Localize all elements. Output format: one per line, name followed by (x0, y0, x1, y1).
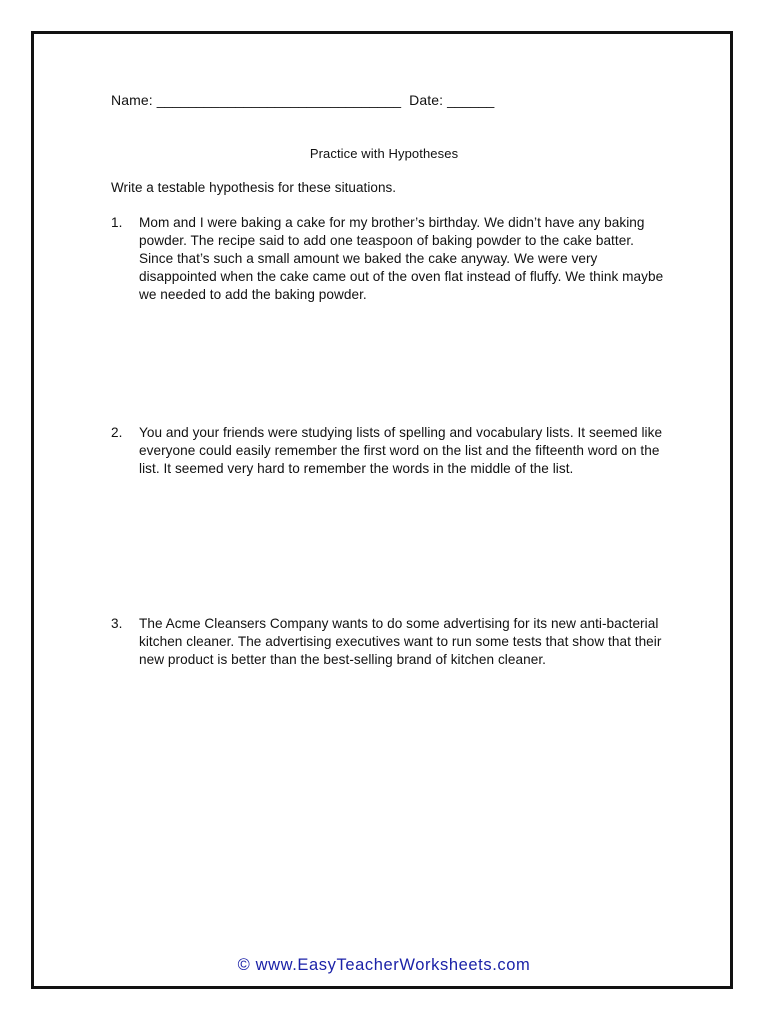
question-number: 1. (111, 215, 123, 230)
page-border (31, 31, 733, 989)
footer-link[interactable]: © www.EasyTeacherWorksheets.com (237, 956, 531, 974)
question-text: You and your friends were studying lists of spelling and vocabulary lists. It seemed like everyone could easily remember the first word on the list and the fifteenth word on the list. It seemed very hard to remember the words in the middle of the list. (139, 425, 663, 476)
question-number: 3. (111, 616, 123, 631)
question-text: Mom and I were baking a cake for my brother’s birthday. We didn’t have any baking powder. The recipe said to add one teaspoon of baking powder to the cake batter. Since that’s such a small amount we baked the cake anyway. We were very disappointed when the cake came out of the oven flat instead of fluffy. We think maybe we needed to add the baking powder. (139, 215, 664, 302)
name-date-line: Name: _______________________________ Date: ______ (111, 92, 495, 108)
question-number: 2. (111, 425, 123, 440)
question-text: The Acme Cleansers Company wants to do some advertising for its new anti-bacterial kitchen cleaner. The advertising executives want to run some tests that show that their new product is better than the best-selling brand of kitchen cleaner. (139, 616, 662, 667)
instructions: Write a testable hypothesis for these situations. (111, 180, 397, 195)
worksheet-title: Practice with Hypotheses (309, 146, 459, 161)
